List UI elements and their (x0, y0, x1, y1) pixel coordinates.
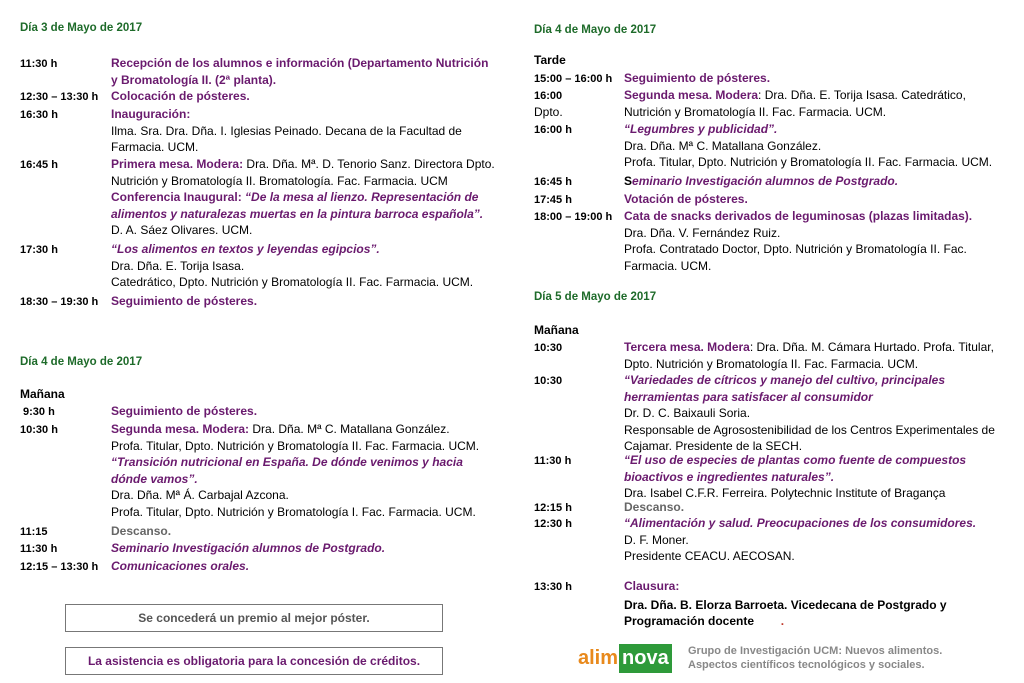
talk-speaker: Dra. Isabel C.F.R. Ferreira. Polytechnic Institute of Bragança (624, 486, 946, 500)
keynote (111, 189, 511, 222)
section-morning: Mañana (20, 387, 65, 401)
talk-speaker: Dra. Dña. E. Torija Isasa. (111, 258, 245, 273)
section-afternoon: Tarde (534, 53, 566, 67)
talk-affiliation: Profa. Titular, Dpto. Nutrición y Bromatología II. Fac. Farmacia. UCM. (624, 155, 993, 169)
egypt-talk (111, 241, 511, 291)
talk-speaker: D. F. Moner. (624, 532, 689, 547)
keynote-title: “De la mesa al lienzo. Representación de alimentos y naturalezas muertas en la pintura barroca española”. (111, 190, 484, 221)
time: 11:30 h (534, 455, 572, 467)
time: 16:45 h (534, 176, 572, 188)
reception-text: Recepción de los alumnos e información (Departamento Nutrición y Bromatología II. (2ª planta). (111, 56, 489, 87)
time: 10:30 (534, 375, 563, 387)
time: 12:30 – 13:30 h (20, 91, 99, 103)
break: Descanso. (624, 500, 685, 514)
closing-speaker (624, 597, 1014, 630)
research-group-footer (688, 644, 942, 672)
attendance-notice: La asistencia es obligatoria para la concesión de créditos. (65, 647, 443, 675)
talk-speaker: Dra. Dña. Mª C. Matallana González. (624, 138, 822, 153)
day-title-may4: Día 4 de Mayo de 2017 (20, 356, 143, 368)
seminar-initial: S (624, 174, 633, 188)
talk-affiliation: Profa. Titular, Dpto. Nutrición y Bromatología I. Fac. Farmacia. UCM. (111, 504, 476, 519)
time: 11:30 h (20, 543, 58, 555)
first-panel-header (111, 156, 511, 189)
talk-affiliation: Catedrático, Dpto. Nutrición y Bromatología II. Fac. Farmacia. UCM. (111, 275, 474, 289)
footer-line2: Aspectos científicos tecnológicos y sociales. (688, 659, 925, 671)
time: 16:45 h (20, 159, 58, 171)
closing-speaker-text: Dra. Dña. B. Elorza Barroeta. Vicedecana de Postgrado y Programación docente (624, 597, 947, 628)
dpto-label: Dpto. (534, 105, 563, 119)
inauguration-title: Inauguración: (111, 107, 191, 121)
posters-placement: Colocación de pósteres. (111, 89, 250, 103)
first-panel (111, 156, 511, 239)
talk-speaker: Dr. D. C. Baixauli Soria. (624, 406, 751, 420)
health-talk (624, 515, 1004, 565)
time: 12:15 – 13:30 h (20, 561, 99, 573)
prize-notice: Se concederá un premio al mejor póster. (65, 604, 443, 632)
panel-title: Primera mesa. Modera: (111, 157, 244, 171)
time: 18:00 – 19:00 h (534, 211, 613, 223)
time: 18:30 – 19:30 h (20, 296, 99, 308)
third-panel (624, 339, 1016, 372)
talk-title: “Transición nutricional en España. De dónde venimos y hacia dónde vamos”. (111, 455, 463, 486)
second-panel-afternoon (624, 87, 1014, 120)
talk-title: “El uso de especies de plantas como fuente de compuestos bioactivos e ingredientes naturales”. (624, 453, 967, 484)
closing (624, 578, 1014, 630)
talk-title: “Legumbres y publicidad”. (624, 122, 778, 136)
section-morning: Mañana (534, 323, 579, 337)
posters-follow: Seguimiento de pósteres. (624, 71, 771, 85)
closing-title: Clausura: (624, 579, 680, 593)
plants-talk (624, 452, 1004, 502)
panel-title: Segunda mesa. Modera (624, 88, 759, 102)
talk-title: “Alimentación y salud. Preocupaciones de los consumidores. (624, 516, 977, 530)
posters-follow: Seguimiento de pósteres. (111, 404, 258, 418)
time: 17:30 h (20, 244, 58, 256)
time: 15:00 – 16:00 h (534, 73, 613, 85)
seminar-text: eminario Investigación alumnos de Postgrado. (632, 174, 899, 188)
legumes-talk (624, 121, 1024, 171)
time: 9:30 h (23, 406, 55, 418)
closing-dot: . (780, 614, 785, 628)
tasting-speaker: Dra. Dña. V. Fernández Ruiz. (624, 225, 781, 240)
second-panel (111, 421, 511, 520)
panel-moderator: Dra. Dña. Mª. D. Tenorio Sanz. Directora Dpto. Nutrición y Bromatología II. Bromatología. Fac. Farmacia. UCM (111, 157, 495, 188)
time: 12:30 h (534, 518, 572, 530)
seminar (624, 173, 898, 190)
second-panel-header (111, 421, 511, 438)
poster-vote: Votación de pósteres. (624, 192, 748, 206)
time: 12:15 h (534, 502, 572, 514)
talk-affiliation: Presidente CEACU. AECOSAN. (624, 549, 795, 563)
posters-follow: Seguimiento de pósteres. (111, 294, 258, 308)
time: 11:15 (20, 526, 48, 538)
time: 11:30 h (20, 58, 58, 70)
panel-title: Segunda mesa. Modera: (111, 422, 250, 436)
citrus-talk (624, 372, 1016, 455)
keynote-label: Conferencia Inaugural: (111, 190, 242, 204)
inauguration (111, 106, 511, 156)
logo-nova: nova (619, 644, 672, 673)
day-title-may5: Día 5 de Mayo de 2017 (534, 291, 657, 303)
panel-moderator: : Dra. Dña. M. Cámara Hurtado. Profa. Titular, Dpto. Nutrición y Bromatología II. Fac. Farmacia. UCM. (624, 340, 994, 371)
day-title-may4-afternoon: Día 4 de Mayo de 2017 (534, 24, 657, 36)
talk-title: “Los alimentos en textos y leyendas egipcios”. (111, 242, 380, 256)
day-title-may3: Día 3 de Mayo de 2017 (20, 22, 143, 34)
inauguration-speaker: Ilma. Sra. Dra. Dña. I. Iglesias Peinado. Decana de la Facultad de Farmacia. UCM. (111, 123, 462, 154)
oral-communications: Comunicaciones orales. (111, 559, 250, 573)
logo-alim: alim (578, 646, 619, 669)
tasting-affiliation: Profa. Contratado Doctor, Dpto. Nutrición y Bromatología II. Fac. Farmacia. UCM. (624, 242, 967, 273)
moderator-affiliation: Profa. Titular, Dpto. Nutrición y Bromatología II. Fac. Farmacia. UCM. (111, 438, 480, 453)
time: 13:30 h (534, 581, 572, 593)
talk-affiliation: Responsable de Agrosostenibilidad de los Centros Experimentales de Cajamar. Presidente de la SECH. (624, 422, 995, 453)
seminar: Seminario Investigación alumnos de Postgrado. (111, 541, 386, 555)
time: 10:30 (534, 342, 563, 354)
keynote-speaker: D. A. Sáez Olivares. UCM. (111, 223, 253, 237)
tasting-title: Cata de snacks derivados de leguminosas (plazas limitadas). (624, 209, 973, 223)
alimnova-logo (578, 644, 672, 672)
panel-title: Tercera mesa. Modera (624, 340, 750, 354)
time: 16:30 h (20, 109, 58, 121)
time: 10:30 h (20, 424, 58, 436)
talk-speaker: Dra. Dña. Mª Á. Carbajal Azcona. (111, 488, 289, 502)
panel-moderator: Dra. Dña. Mª C. Matallana González. (249, 422, 450, 436)
time: 16:00 h (534, 124, 572, 136)
time: 16:00 (534, 90, 563, 102)
talk-title: “Variedades de cítricos y manejo del cultivo, principales herramientas para satisfacer al consumidor (624, 373, 946, 404)
tasting (624, 208, 1014, 274)
time: 17:45 h (534, 194, 572, 206)
panel-moderator: : Dra. Dña. E. Torija Isasa. Catedrático, Nutrición y Bromatología II. Fac. Farmacia. UCM. (624, 88, 966, 119)
footer-line1: Grupo de Investigación UCM: Nuevos alimentos. (688, 645, 943, 657)
break: Descanso. (111, 524, 172, 538)
